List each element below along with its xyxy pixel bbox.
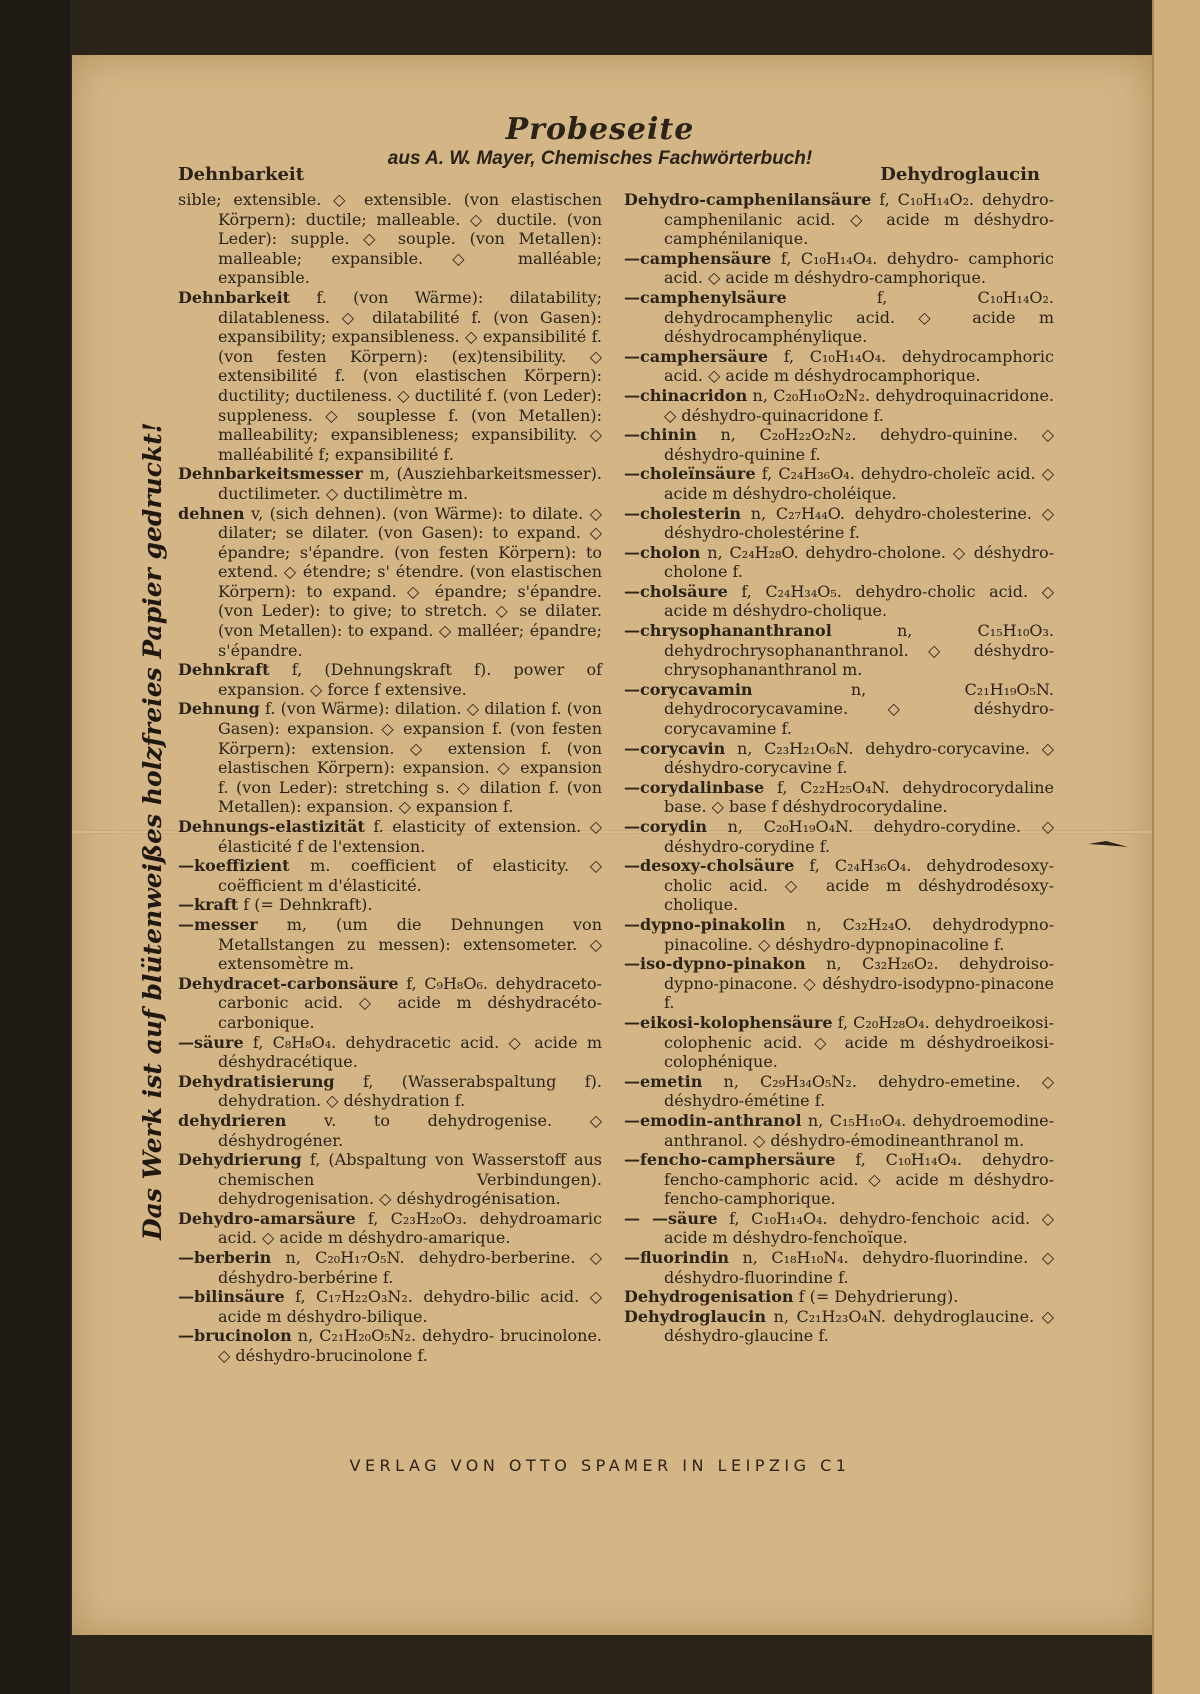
scan-background (0, 0, 70, 1694)
entry-definition: f, (Dehnungskraft f). power of expansion. ◇ force f extensive. (218, 660, 602, 699)
dictionary-entry (624, 504, 1054, 543)
dictionary-entry (178, 1111, 602, 1150)
entry-headword: —cholon (624, 542, 701, 562)
dictionary-entry (624, 1287, 1054, 1307)
dictionary-entry (624, 1248, 1054, 1287)
entry-headword: —corydin (624, 817, 708, 836)
entry-definition: n, C₃₂H₂₄O. dehydrodypno-pinacoline. ◇ déshydro-dypnopinacoline f. (664, 914, 1054, 954)
entry-headword: —camphenylsäure (624, 287, 787, 307)
entry-headword: Dehnbarkeitsmesser (178, 464, 363, 484)
dictionary-entry (624, 582, 1054, 621)
entry-definition: n, C₂₃H₂₁O₆N. dehydro-corycavine. ◇ déshydro-corycavine f. (664, 738, 1054, 778)
entry-headword: —chrysophananthranol (624, 621, 832, 641)
entry-headword: —berberin (178, 1248, 272, 1268)
entry-definition: f, C₂₄H₃₆O₄. dehydro-choleïc acid. ◇ acide m déshydro-choléique. (664, 464, 1054, 503)
dictionary-entry (624, 739, 1054, 778)
entry-headword: —choleïnsäure (624, 464, 756, 484)
entry-definition: f, C₁₀H₁₄O₂. dehydro-camphenilanic acid. ◇ acide m déshydro-camphénilanique. (664, 190, 1054, 249)
entry-headword: —cholsäure (624, 581, 728, 601)
dictionary-entry (624, 425, 1054, 464)
entry-definition: n, C₂₇H₄₄O. dehydro-cholesterine. ◇ déshydro-cholestérine f. (664, 503, 1054, 543)
dictionary-entry (178, 504, 602, 661)
entry-definition: n, C₂₁H₂₃O₄N. dehydroglaucine. ◇ déshydro-glaucine f. (664, 1306, 1054, 1346)
entry-headword: Dehnkraft (178, 660, 270, 680)
entry-definition: m, (um die Dehnungen von Metallstangen zu messen): extensometer. ◇ extensomètre m. (218, 914, 602, 974)
publisher-footer: VERLAG VON OTTO SPAMER IN LEIPZIG C1 (349, 1456, 851, 1475)
entry-headword: —brucinolon (178, 1326, 292, 1346)
dictionary-entry (624, 856, 1054, 915)
dictionary-entry (624, 778, 1054, 817)
dictionary-entry (178, 1287, 602, 1326)
side-note: Das Werk ist auf blütenweißes holzfreies Papier gedruckt! (138, 422, 167, 1240)
dictionary-entry (624, 915, 1054, 954)
entry-definition: f, C₁₀H₁₄O₄. dehydro-fencho-camphoric acid. ◇ acide m déshydro-fencho-camphorique. (664, 1150, 1054, 1209)
entry-definition: f, C₂₀H₂₈O₄. dehydroeikosi-colophenic acid. ◇ acide m déshydroeikosi-colophénique. (664, 1012, 1054, 1072)
dictionary-entry (624, 1307, 1054, 1346)
entry-headword: —cholesterin (624, 503, 742, 523)
entry-definition: f, C₈H₈O₄. dehydracetic acid. ◇ acide m déshydracétique. (218, 1032, 602, 1072)
entry-headword: —eikosi-kolophensäure (624, 1012, 833, 1032)
entry-definition: m. coefficient of elasticity. ◇ coëfficient m d'élasticité. (218, 856, 602, 895)
entry-headword: —camphensäure (624, 248, 772, 268)
dictionary-entry (624, 249, 1054, 288)
entry-headword: —fencho-camphersäure (624, 1150, 836, 1170)
dictionary-entry (624, 621, 1054, 680)
entry-headword: —fluorindin (624, 1248, 729, 1268)
entry-headword: Dehydracet-carbonsäure (178, 973, 399, 993)
entry-definition: n, C₁₈H₁₀N₄. dehydro-fluorindine. ◇ déshydro-fluorindine f. (664, 1248, 1054, 1287)
entry-definition: m, (Ausziehbarkeitsmesser). ductilimeter. ◇ ductilimètre m. (218, 464, 602, 503)
entry-definition: f, C₁₀H₁₄O₄. dehydro- camphoric acid. ◇ acide m déshydro-camphorique. (664, 248, 1054, 288)
entry-definition: n, C₂₀H₂₂O₂N₂. dehydro-quinine. ◇ déshydro-quinine f. (664, 425, 1054, 464)
entry-definition: f. (von Wärme): dilation. ◇ dilation f. (von Gasen): expansion. ◇ expansion f. (von festen Körpern): extension. ◇ extension f. (von elastischen Körpern): expansion. ◇ expansion f. (von Leder): stretching s. ◇ dilation f. (von Metallen): expansion. ◇ expansion f. (218, 699, 602, 817)
dictionary-entry (624, 817, 1054, 856)
dictionary-entry (624, 386, 1054, 425)
entry-definition: f, C₂₂H₂₅O₄N. dehydrocorydaline base. ◇ base f déshydrocorydaline. (664, 777, 1054, 817)
dictionary-entry (178, 895, 602, 915)
guide-word-right: Dehydroglaucin (880, 164, 1040, 185)
entry-definition: n, C₂₀H₁₇O₅N. dehydro-berberine. ◇ déshydro-berbérine f. (218, 1248, 602, 1287)
dictionary-entry (178, 1150, 602, 1209)
entry-definition: f. (von Wärme): dilatability; dilatableness. ◇ dilatabilité f. (von Gasen): expansibility; expansibleness. ◇ expansibilité f. (von festen Körpern): (ex)tensibility. ◇ extensibilité f. (von elastischen Körpern): ductility; ductileness. ◇ ductilité f. (von Leder): suppleness. ◇ souplesse f. (von Metallen): malleability; expansibleness; expansibility. ◇ malléabilité f; expansibilité f. (218, 287, 602, 464)
entry-definition: f, C₁₇H₂₂O₃N₂. dehydro-bilic acid. ◇ acide m déshydro-bilique. (218, 1287, 602, 1326)
entry-headword: —chinacridon (624, 385, 748, 405)
page-subtitle: aus A. W. Mayer, Chemisches Fachwörterbuch! (387, 148, 813, 169)
entry-definition: n, C₂₀H₁₉O₄N. dehydro-corydine. ◇ déshydro-corydine f. (664, 817, 1054, 856)
left-column (178, 190, 602, 1366)
entry-headword: Dehydrierung (178, 1150, 302, 1170)
entry-headword: Dehnung (178, 699, 260, 719)
entry-headword: —desoxy-cholsäure (624, 856, 795, 876)
dictionary-entry (624, 680, 1054, 739)
dictionary-entry (178, 1248, 602, 1287)
entry-headword: —emodin-anthranol (624, 1110, 802, 1130)
right-column (624, 190, 1054, 1346)
entry-headword: dehnen (178, 503, 245, 523)
entry-definition: f (= Dehydrierung). (793, 1287, 959, 1307)
entry-headword: —corycavamin (624, 679, 753, 699)
entry-headword: —corydalinbase (624, 777, 765, 797)
entry-headword: —iso-dypno-pinakon (624, 954, 806, 974)
entry-headword: Dehnbarkeit (178, 287, 291, 307)
entry-headword: dehydrieren (178, 1110, 287, 1130)
entry-headword: —camphersäure (624, 346, 769, 366)
entry-definition: n, C₂₁H₁₉O₅N. dehydrocorycavamine. ◇ déshydro-corycavamine f. (664, 679, 1054, 739)
dictionary-entry (624, 1072, 1054, 1111)
adjacent-page-edge (1152, 0, 1200, 1694)
dictionary-entry (624, 288, 1054, 347)
dictionary-entry (178, 190, 602, 288)
dictionary-entry (178, 817, 602, 856)
entry-definition: f, C₂₃H₂₀O₃. dehydroamaric acid. ◇ acide m déshydro-amarique. (218, 1208, 602, 1248)
entry-definition: f, C₁₀H₁₄O₂. dehydrocamphenylic acid. ◇ acide m déshydrocamphénylique. (664, 287, 1054, 347)
dictionary-entry (624, 1209, 1054, 1248)
entry-definition: n, C₂₉H₃₄O₅N₂. dehydro-emetine. ◇ déshydro-émétine f. (664, 1071, 1054, 1111)
entry-headword: —säure (178, 1032, 244, 1052)
dictionary-entry (624, 954, 1054, 1013)
dictionary-entry (178, 699, 602, 817)
dictionary-entry (624, 347, 1054, 386)
dictionary-entry (624, 1150, 1054, 1209)
entry-headword: — —säure (624, 1208, 718, 1228)
entry-headword: —emetin (624, 1071, 703, 1091)
entry-definition: f, C₉H₈O₆. dehydraceto-carbonic acid. ◇ acide m déshydracéto-carbonique. (218, 973, 602, 1032)
entry-definition: n, C₂₁H₂₀O₅N₂. dehydro- brucinolone. ◇ déshydro-brucinolone f. (218, 1326, 602, 1366)
entry-definition: v, (sich dehnen). (von Wärme): to dilate. ◇ dilater; se dilater. (von Gasen): to expand. ◇ épandre; s'épandre. (von festen Körpern): to extend. ◇ étendre; s' étendre. (von elastischen Körpern): to expand. ◇ épandre; s'épandre. (von Leder): to give; to stretch. ◇ se dilater. (von Metallen): to expand. ◇ malléer; épandre; s'épandre. (218, 503, 602, 660)
dictionary-entry (178, 464, 602, 503)
dictionary-entry (178, 288, 602, 464)
entry-definition: v. to dehydrogenise. ◇ déshydrogéner. (218, 1110, 602, 1150)
entry-headword: —corycavin (624, 738, 726, 758)
dictionary-entry (624, 1013, 1054, 1072)
entry-headword: Dehydroglaucin (624, 1306, 766, 1326)
entry-definition: f, (Wasserabspaltung f). dehydration. ◇ déshydration f. (218, 1071, 602, 1111)
entry-definition: f, C₁₀H₁₄O₄. dehydro-fenchoic acid. ◇ acide m déshydro-fenchoïque. (664, 1208, 1055, 1248)
entry-definition: n, C₁₅H₁₀O₄. dehydroemodine-anthranol. ◇ déshydro-émodineanthranol m. (664, 1110, 1054, 1150)
dictionary-entry (178, 1209, 602, 1248)
entry-definition: f, C₂₄H₃₄O₅. dehydro-cholic acid. ◇ acide m déshydro-cholique. (664, 581, 1054, 621)
entry-headword: —kraft (178, 895, 239, 915)
entry-definition: f, (Abspaltung von Wasserstoff aus chemischen Verbindungen). dehydrogenisation. ◇ déshydrogénisation. (218, 1150, 602, 1209)
dictionary-entry (624, 464, 1054, 503)
dictionary-entry (624, 543, 1054, 582)
entry-definition: f. elasticity of extension. ◇ élasticité f de l'extension. (218, 817, 602, 856)
entry-headword: —koeffizient (178, 856, 290, 876)
guide-word-left: Dehnbarkeit (178, 164, 305, 185)
entry-headword: —dypno-pinakolin (624, 914, 786, 934)
entry-headword: Dehydro-camphenilansäure (624, 190, 872, 209)
page-title: Probeseite (505, 112, 695, 147)
dictionary-entry (178, 915, 602, 974)
entry-headword: —chinin (624, 425, 697, 445)
dictionary-entry (178, 660, 602, 699)
dictionary-entry (178, 856, 602, 895)
entry-definition: n, C₂₄H₂₈O. dehydro-cholone. ◇ déshydro-cholone f. (664, 542, 1054, 582)
entry-definition: n, C₁₅H₁₀O₃. dehydrochrysophananthranol. ◇ déshydro-chrysophananthranol m. (664, 621, 1054, 680)
entry-headword: Dehydratisierung (178, 1071, 335, 1091)
entry-definition: sible; extensible. ◇ extensible. (von elastischen Körpern): ductile; malleable. ◇ ductile. (von Leder): supple. ◇ souple. (von Metallen): malleable; expansible. ◇ malléable; expansible. (178, 190, 602, 288)
entry-definition: f, C₁₀H₁₄O₄. dehydrocamphoric acid. ◇ acide m déshydrocamphorique. (664, 346, 1054, 386)
entry-definition: f, C₂₄H₃₆O₄. dehydrodesoxy-cholic acid. ◇ acide m déshydrodésoxy-cholique. (664, 856, 1054, 915)
dictionary-entry (178, 974, 602, 1033)
pen-mark-icon (1088, 838, 1128, 850)
entry-headword: —messer (178, 914, 258, 934)
dictionary-entry (178, 1326, 602, 1365)
entry-definition: f (= Dehnkraft). (238, 895, 373, 915)
entry-definition: n, C₃₂H₂₆O₂. dehydroiso-dypno-pinacone. ◇ déshydro-isodypno-pinacone f. (664, 954, 1054, 1013)
entry-headword: Dehydrogenisation (624, 1287, 794, 1307)
entry-definition: n, C₂₀H₁₀O₂N₂. dehydroquinacridone. ◇ déshydro-quinacridone f. (664, 385, 1054, 425)
entry-headword: Dehnungs-elastizität (178, 817, 365, 836)
dictionary-entry (624, 1111, 1054, 1150)
entry-headword: —bilinsäure (178, 1287, 285, 1307)
entry-headword: Dehydro-amarsäure (178, 1208, 356, 1228)
dictionary-entry (178, 1072, 602, 1111)
dictionary-entry (178, 1033, 602, 1072)
dictionary-entry (624, 190, 1054, 249)
